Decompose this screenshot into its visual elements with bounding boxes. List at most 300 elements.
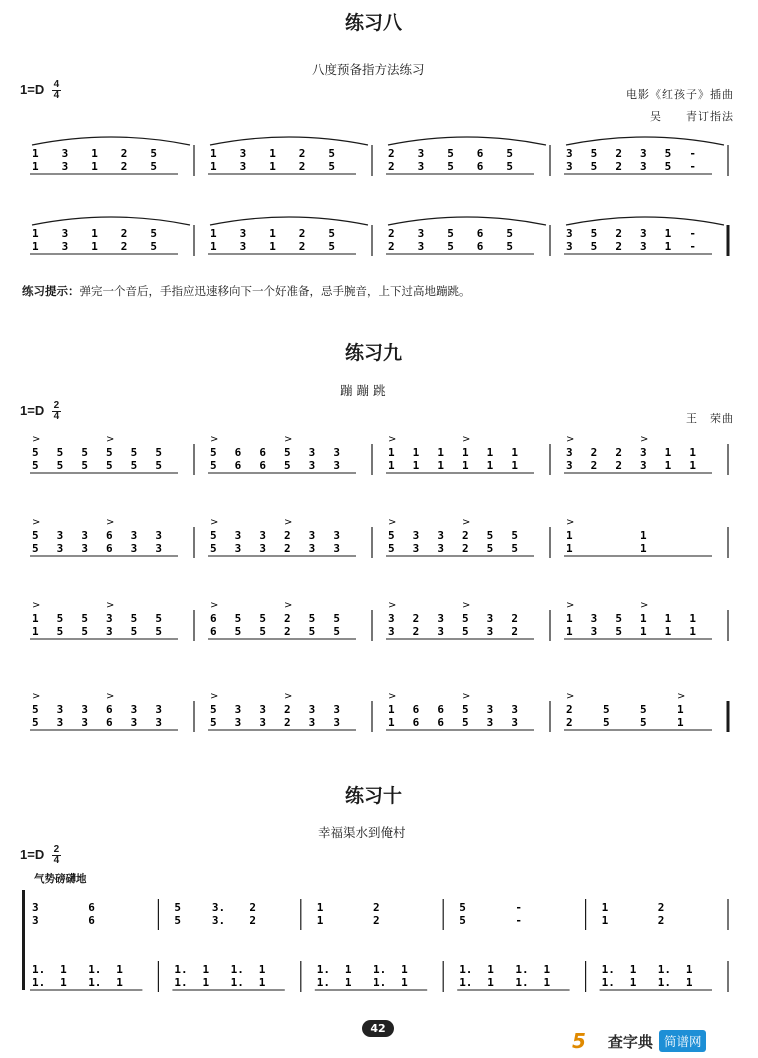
notation-system: [26, 893, 738, 933]
note: 3: [155, 542, 162, 555]
note: 3: [106, 612, 113, 625]
accent-mark: >: [566, 691, 575, 702]
accent-mark: >: [106, 517, 115, 528]
note: 6: [88, 914, 95, 927]
note: 3: [56, 542, 64, 555]
staff-ex10-sys2: [26, 955, 738, 995]
note: 5: [210, 703, 217, 716]
notation-system: [26, 955, 738, 995]
note: 1: [32, 160, 39, 173]
note: 5: [590, 227, 598, 240]
note: 5: [174, 914, 182, 927]
note: 5: [130, 612, 138, 625]
time-signature: [52, 401, 61, 422]
note: 2: [284, 612, 291, 625]
note: 1: [486, 446, 494, 459]
accent-mark: >: [284, 600, 293, 611]
note: 2: [412, 625, 420, 638]
note: 5: [210, 459, 217, 472]
note: 1: [689, 625, 696, 638]
note: 5: [640, 716, 647, 729]
accent-mark: >: [388, 691, 397, 702]
note: 3: [388, 625, 395, 638]
note: 2: [615, 160, 622, 173]
note: 2: [298, 147, 306, 160]
note: -: [689, 160, 696, 173]
note: 1: [32, 147, 39, 160]
note: 3: [259, 542, 266, 555]
accent-mark: >: [462, 517, 471, 528]
accent-mark: >: [284, 434, 293, 445]
phrase-slur: [566, 217, 724, 225]
note: 1: [91, 240, 98, 253]
note: 1: [664, 612, 672, 625]
note: 5: [388, 542, 395, 555]
note: 2: [373, 914, 380, 927]
note: 1: [685, 976, 693, 989]
meter-bottom: 4: [53, 855, 60, 866]
note: 1: [543, 963, 551, 976]
note: 5: [259, 612, 266, 625]
note: 5: [234, 625, 242, 638]
note: -: [689, 240, 696, 253]
note: 6: [412, 716, 420, 729]
note: 3: [239, 227, 247, 240]
note: 1: [601, 901, 609, 914]
note: 2: [388, 147, 395, 160]
note: 1: [210, 160, 217, 173]
note: 5: [590, 147, 598, 160]
note: 6: [259, 459, 266, 472]
note: 5: [150, 147, 158, 160]
accent-mark: >: [462, 691, 471, 702]
note: 5: [511, 542, 518, 555]
note: 2: [120, 227, 128, 240]
note: 1: [689, 612, 696, 625]
note: 5: [511, 529, 518, 542]
notation-system: [26, 205, 738, 267]
note: 1: [344, 963, 352, 976]
notation-system: [26, 430, 738, 490]
note: 5: [150, 240, 158, 253]
note: 2: [615, 459, 622, 472]
note: 5: [32, 446, 39, 459]
note: 5: [506, 227, 514, 240]
note: 1: [210, 227, 217, 240]
note: 2: [657, 914, 665, 927]
note: 2: [388, 160, 395, 173]
note: 5: [234, 612, 242, 625]
accent-mark: >: [388, 600, 397, 611]
note: 2: [298, 240, 306, 253]
watermark-logo: [572, 1028, 706, 1054]
note: 5: [155, 612, 162, 625]
note: 1.: [230, 963, 244, 976]
exercise-10-key: [20, 845, 61, 866]
note: 6: [106, 542, 113, 555]
note: 5: [81, 459, 88, 472]
note: 2: [615, 446, 622, 459]
note: 3: [234, 529, 242, 542]
accent-mark: >: [106, 434, 115, 445]
note: 1.: [32, 976, 46, 989]
note: 1: [664, 240, 672, 253]
note: 5: [259, 625, 266, 638]
note: 3: [640, 446, 647, 459]
note: 3: [590, 625, 598, 638]
accent-mark: >: [32, 434, 41, 445]
accent-mark: >: [284, 517, 293, 528]
exercise-8-credit-fingering: 吴 青订指法: [650, 110, 734, 123]
note: 5: [328, 147, 336, 160]
note: 5: [210, 446, 217, 459]
note: 3: [155, 716, 162, 729]
meter-top: 4: [53, 79, 60, 90]
phrase-slur: [566, 137, 724, 145]
note: 5: [308, 612, 316, 625]
note: 5: [56, 625, 64, 638]
note: 1.: [515, 976, 529, 989]
note: 5: [32, 703, 39, 716]
note: 5: [664, 160, 672, 173]
note: 3: [308, 703, 316, 716]
note: 3: [259, 703, 266, 716]
note: 1: [664, 459, 672, 472]
note: 1.: [88, 976, 102, 989]
note: 1: [32, 625, 39, 638]
note: 3: [81, 716, 88, 729]
note: 3: [640, 459, 647, 472]
note: 5: [81, 446, 88, 459]
note: -: [515, 901, 523, 914]
note: 1: [629, 976, 637, 989]
tip-label: 练习提示：: [22, 284, 80, 298]
meter-top: 2: [53, 400, 60, 411]
note: 2: [249, 901, 256, 914]
note: 3: [333, 529, 340, 542]
note: 2: [566, 716, 573, 729]
note: 3: [437, 529, 444, 542]
phrase-slur: [210, 217, 368, 225]
note: 5: [81, 625, 88, 638]
note: 1: [269, 227, 276, 240]
note: 3: [234, 542, 242, 555]
note: 3: [640, 227, 647, 240]
note: 1.: [373, 963, 387, 976]
note: 5: [447, 160, 454, 173]
note: 3: [32, 914, 39, 927]
note: 5: [333, 612, 340, 625]
note: 3: [333, 459, 340, 472]
note: 3: [259, 529, 266, 542]
note: 6: [210, 612, 217, 625]
exercise-9-credit-composer: 王 荣曲: [686, 412, 734, 425]
accent-mark: >: [106, 600, 115, 611]
note: 1: [316, 914, 324, 927]
note: 5: [506, 160, 514, 173]
note: 1: [601, 914, 609, 927]
note: 2: [284, 625, 291, 638]
note: 6: [476, 227, 484, 240]
phrase-slur: [388, 217, 546, 225]
staff-ex10-sys1: [26, 893, 738, 933]
accent-mark: >: [284, 691, 293, 702]
note: 1: [511, 459, 518, 472]
note: 5: [615, 612, 622, 625]
note: 3: [56, 703, 64, 716]
accent-mark: >: [32, 691, 41, 702]
note: 1.: [459, 963, 473, 976]
note: 2: [120, 160, 128, 173]
note: 2: [388, 240, 395, 253]
note: 3: [308, 529, 316, 542]
note: 3: [486, 716, 494, 729]
note: 5: [462, 716, 469, 729]
note: 2: [298, 160, 306, 173]
note: 2: [412, 612, 420, 625]
page-number: 42: [362, 1020, 394, 1037]
note: 3: [308, 459, 316, 472]
note: 5: [155, 459, 162, 472]
note: 1: [462, 459, 469, 472]
note: 5: [155, 446, 162, 459]
note: 1: [437, 446, 444, 459]
notation-system: [26, 513, 738, 573]
note: -: [689, 227, 696, 240]
exercise-8-tip: [22, 283, 471, 299]
note: 5: [333, 625, 340, 638]
phrase-slur: [210, 137, 368, 145]
note: 5: [447, 147, 454, 160]
note: 2: [462, 529, 469, 542]
note: 5: [284, 446, 291, 459]
note: 1.: [174, 963, 188, 976]
note: 1: [116, 976, 123, 989]
note: 1: [664, 625, 672, 638]
note: 6: [234, 446, 242, 459]
note: 3.: [211, 914, 226, 927]
note: 3: [412, 542, 420, 555]
note: 1: [629, 963, 637, 976]
note: 1.: [459, 976, 473, 989]
tip-text: 弹完一个音后，手指应迅速移向下一个好准备，忌手腕音，上下过高地蹦跳。: [79, 284, 471, 298]
note: 1.: [373, 976, 387, 989]
note: 3: [566, 160, 573, 173]
exercise-8-credit-composer: 电影《红孩子》插曲: [626, 88, 734, 101]
note: 1: [677, 716, 684, 729]
note: 6: [476, 240, 484, 253]
note: 2: [657, 901, 665, 914]
accent-mark: >: [210, 517, 219, 528]
note: 1: [566, 529, 573, 542]
note: 5: [506, 147, 514, 160]
note: 2: [120, 147, 128, 160]
note: 2: [511, 625, 518, 638]
note: 1.: [601, 976, 615, 989]
note: 1.: [174, 976, 188, 989]
note: 3: [308, 446, 316, 459]
note: 6: [106, 703, 113, 716]
note: 3: [81, 703, 88, 716]
note: 3: [333, 716, 340, 729]
staff-ex9-sys4: [26, 687, 738, 747]
phrase-slur: [32, 137, 190, 145]
note: 3: [308, 542, 316, 555]
accent-mark: >: [640, 600, 649, 611]
note: 1: [388, 446, 395, 459]
note: 1: [401, 976, 408, 989]
note: 5: [32, 716, 39, 729]
note: 2: [284, 716, 291, 729]
note: 3: [239, 160, 247, 173]
note: 1.: [657, 963, 672, 976]
time-signature: [52, 845, 61, 866]
note: 1: [258, 976, 266, 989]
note: 1.: [515, 963, 529, 976]
accent-mark: >: [462, 434, 471, 445]
accent-mark: >: [32, 517, 41, 528]
accent-mark: >: [32, 600, 41, 611]
accent-mark: >: [388, 434, 397, 445]
note: 1: [258, 963, 266, 976]
note: 1.: [601, 963, 615, 976]
note: 2: [249, 914, 256, 927]
note: 5: [328, 240, 336, 253]
note: 1: [437, 459, 444, 472]
note: 1: [32, 240, 39, 253]
note: 3: [486, 703, 494, 716]
note: 3: [81, 542, 88, 555]
note: 5: [640, 703, 647, 716]
note: 2: [298, 227, 306, 240]
note: -: [689, 147, 696, 160]
note: 5: [130, 446, 138, 459]
note: 5: [130, 625, 138, 638]
note: 1: [269, 160, 276, 173]
note: 2: [511, 612, 518, 625]
note: 2: [615, 147, 622, 160]
staff-ex9-sys3: [26, 596, 738, 656]
accent-mark: >: [210, 691, 219, 702]
note: 3: [640, 147, 647, 160]
note: 1: [487, 976, 494, 989]
note: 5: [486, 542, 494, 555]
note: 3: [56, 529, 64, 542]
staff-ex8-sys1: [26, 125, 738, 187]
note: 5: [615, 625, 622, 638]
staff-ex8-sys2: [26, 205, 738, 267]
note: 5: [388, 529, 395, 542]
note: 5: [210, 542, 217, 555]
accent-mark: >: [566, 434, 575, 445]
exercise-10-title: 练习十: [345, 785, 403, 807]
note: 1: [269, 147, 276, 160]
note: 2: [566, 703, 573, 716]
note: 1: [210, 147, 217, 160]
note: 6: [437, 703, 444, 716]
note: 3: [566, 227, 573, 240]
time-signature: [52, 80, 61, 101]
exercise-8-key: [20, 80, 61, 101]
note: 1: [412, 446, 420, 459]
note: 3: [437, 612, 444, 625]
note: 1: [388, 716, 395, 729]
note: 1: [91, 227, 98, 240]
note: 5: [56, 612, 64, 625]
note: 5: [590, 240, 598, 253]
note: 1: [60, 963, 67, 976]
note: 3: [61, 147, 69, 160]
note: 5: [174, 901, 182, 914]
note: 3: [511, 703, 518, 716]
note: 1: [462, 446, 469, 459]
note: 3: [437, 625, 444, 638]
accent-mark: >: [106, 691, 115, 702]
note: 3: [61, 240, 69, 253]
note: 3: [640, 160, 647, 173]
note: 5: [106, 459, 113, 472]
accent-mark: >: [210, 600, 219, 611]
note: 2: [120, 240, 128, 253]
note: 5: [506, 240, 514, 253]
notation-system: [26, 125, 738, 187]
note: 3: [566, 446, 573, 459]
note: 6: [106, 716, 113, 729]
exercise-9-subtitle: 蹦 蹦 跳: [340, 383, 386, 398]
note: -: [515, 914, 523, 927]
note: 3: [566, 459, 573, 472]
watermark-site-name: 查字典: [607, 1032, 653, 1051]
note: 3: [234, 703, 242, 716]
note: 1: [664, 227, 672, 240]
note: 6: [476, 147, 484, 160]
note: 5: [447, 240, 454, 253]
note: 6: [437, 716, 444, 729]
note: 1: [664, 446, 672, 459]
note: 5: [32, 459, 39, 472]
staff-ex9-sys2: [26, 513, 738, 573]
note: 2: [284, 529, 291, 542]
note: 1: [388, 703, 395, 716]
note: 1: [316, 901, 324, 914]
accent-mark: >: [462, 600, 471, 611]
note: 5: [328, 227, 336, 240]
note: 2: [590, 446, 598, 459]
note: 3: [486, 625, 494, 638]
accent-mark: >: [566, 517, 575, 528]
watermark-five: 5: [572, 1029, 586, 1053]
note: 5: [462, 612, 469, 625]
note: 1.: [230, 976, 244, 989]
note: 3: [640, 240, 647, 253]
note: 3: [234, 716, 242, 729]
phrase-slur: [388, 137, 546, 145]
note: 1: [210, 240, 217, 253]
note: 5: [210, 716, 217, 729]
note: 2: [373, 901, 380, 914]
exercise-10-tempo: 气势磅礴地: [34, 873, 87, 885]
note: 1: [640, 542, 647, 555]
note: 3: [417, 147, 425, 160]
note: 2: [590, 459, 598, 472]
note: 3: [61, 227, 69, 240]
note: 1: [640, 529, 647, 542]
note: 5: [459, 914, 466, 927]
note: 2: [284, 703, 291, 716]
note: 3: [239, 147, 247, 160]
meter-top: 2: [53, 844, 60, 855]
note: 1: [685, 963, 693, 976]
